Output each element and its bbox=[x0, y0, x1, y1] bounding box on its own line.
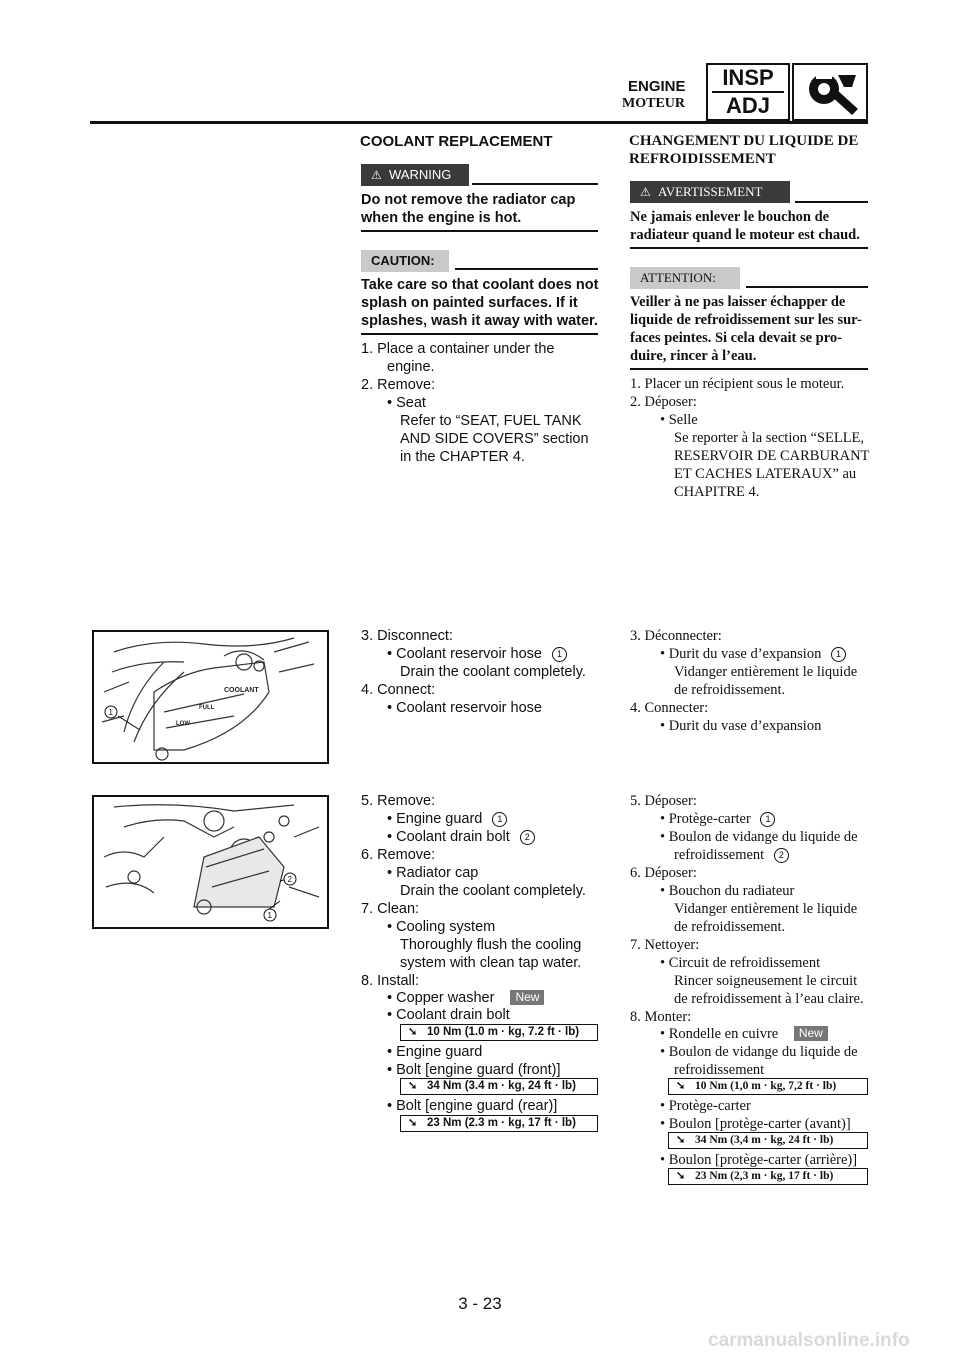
fr-step-3-note-1: Vidanger entièrement le liquide bbox=[674, 664, 858, 680]
torque-wrench-icon: ➘ bbox=[408, 1080, 418, 1092]
figure1-label-coolant: COOLANT bbox=[224, 687, 259, 694]
en-caution-label: CAUTION: bbox=[371, 253, 435, 268]
figure2-callout-1: 1 bbox=[267, 911, 272, 920]
en-step-4-item: • Coolant reservoir hose bbox=[387, 700, 542, 716]
fr-step-2-note-1: Se reporter à la section “SELLE, bbox=[674, 430, 865, 446]
fr-step-8-head: 8. Monter: bbox=[630, 1009, 692, 1025]
callout-1-icon: 1 bbox=[831, 647, 846, 662]
fr-caution-label: ATTENTION: bbox=[640, 270, 716, 285]
fr-step-6-item: • Bouchon du radiateur bbox=[660, 883, 795, 899]
fr-step-8-item-2: • Boulon de vidange du liquide de bbox=[660, 1044, 858, 1060]
engine-guard-illustration bbox=[94, 797, 327, 927]
fr-torque-box-1 bbox=[668, 1078, 868, 1095]
callout-2-icon: 2 bbox=[520, 830, 535, 845]
fr-step-2-note-4: CHAPITRE 4. bbox=[674, 484, 760, 500]
figure-coolant-reservoir bbox=[92, 630, 329, 764]
en-caution-text-1: Take care so that coolant does not bbox=[361, 277, 599, 293]
fr-step-7-note-2: de refroidissement à l’eau claire. bbox=[674, 991, 864, 1007]
en-step-3-item-text: • Coolant reservoir hose bbox=[387, 646, 542, 662]
en-step-5-item-1 bbox=[387, 810, 507, 828]
torque-wrench-icon: ➘ bbox=[676, 1170, 686, 1182]
fr-step-5-head: 5. Déposer: bbox=[630, 793, 697, 809]
en-step-2-note-2: AND SIDE COVERS” section bbox=[400, 431, 589, 447]
fr-step-8-item-5: • Boulon [protège-carter (arrière)] bbox=[660, 1152, 858, 1168]
torque-wrench-icon: ➘ bbox=[408, 1117, 418, 1129]
header-insp-adj-box bbox=[706, 63, 790, 121]
en-caution-rule-top bbox=[455, 268, 598, 270]
fr-warning-text-1: Ne jamais enlever le bouchon de bbox=[630, 209, 830, 225]
en-warning-text-2: when the engine is hot. bbox=[361, 210, 522, 226]
fr-torque-box-3 bbox=[668, 1168, 868, 1185]
torque-wrench-icon: ➘ bbox=[408, 1026, 418, 1038]
header-moteur-label: MOTEUR bbox=[622, 96, 685, 111]
figure1-callout-1: 1 bbox=[108, 708, 113, 717]
fr-caution-text-4: duire, rincer à l’eau. bbox=[630, 348, 757, 364]
en-step-1-line-1: 1. Place a container under the bbox=[361, 341, 555, 357]
page-number: 3 - 23 bbox=[458, 1294, 502, 1313]
fr-torque-3-value: 23 Nm (2,3 m · kg, 17 ft · lb) bbox=[695, 1170, 834, 1182]
en-step-6-head: 6. Remove: bbox=[361, 847, 436, 863]
en-caution-rule-bottom bbox=[361, 333, 598, 335]
fr-caution-badge bbox=[630, 267, 740, 289]
warning-triangle-icon: ⚠ bbox=[371, 168, 382, 182]
fr-section-title-1: CHANGEMENT DU LIQUIDE DE bbox=[629, 133, 859, 149]
fr-step-3-head: 3. Déconnecter: bbox=[630, 628, 722, 644]
en-caution-badge bbox=[361, 250, 449, 272]
fr-caution-text-3: faces peintes. Si cela devait se pro- bbox=[630, 330, 842, 346]
fr-caution-rule-bottom bbox=[630, 368, 868, 370]
en-step-2-note-1: Refer to “SEAT, FUEL TANK bbox=[400, 413, 582, 429]
fr-step-2-item: • Selle bbox=[660, 412, 698, 428]
header-rule bbox=[90, 121, 868, 124]
fr-step-4-head: 4. Connecter: bbox=[630, 700, 709, 716]
header-engine-label: ENGINE bbox=[628, 78, 686, 95]
en-step-5-item-2 bbox=[387, 828, 535, 846]
fr-step-6-note-2: de refroidissement. bbox=[674, 919, 786, 935]
fr-step-3-item-text: • Durit du vase d’expansion bbox=[660, 646, 822, 662]
en-torque-box-1 bbox=[400, 1024, 598, 1041]
en-torque-1-value: 10 Nm (1.0 m · kg, 7.2 ft · lb) bbox=[427, 1026, 580, 1038]
fr-caution-text-2: liquide de refroidissement sur les sur- bbox=[630, 312, 862, 328]
callout-1-icon: 1 bbox=[760, 812, 775, 827]
fr-warning-text-2: radiateur quand le moteur est chaud. bbox=[630, 227, 860, 243]
en-step-7-item: • Cooling system bbox=[387, 919, 496, 935]
en-caution-text-2: splash on painted surfaces. If it bbox=[361, 295, 578, 311]
fr-warning-rule-bottom bbox=[630, 247, 868, 249]
coolant-reservoir-illustration bbox=[94, 632, 327, 762]
en-torque-3-value: 23 Nm (2.3 m · kg, 17 ft · lb) bbox=[427, 1117, 576, 1129]
fr-step-7-note-1: Rincer soigneusement le circuit bbox=[674, 973, 858, 989]
watermark: carmanualsonline.info bbox=[708, 1330, 910, 1351]
en-step-5-item-1-text: • Engine guard bbox=[387, 811, 483, 827]
fr-step-5-item-1-text: • Protège-carter bbox=[660, 811, 751, 827]
figure-engine-guard bbox=[92, 795, 329, 929]
fr-step-2-note-2: RESERVOIR DE CARBURANT bbox=[674, 448, 870, 464]
en-step-8-item-2: • Coolant drain bolt bbox=[387, 1007, 510, 1023]
en-step-8-item-4: • Bolt [engine guard (front)] bbox=[387, 1062, 561, 1078]
en-step-3-head: 3. Disconnect: bbox=[361, 628, 453, 644]
en-step-3-item bbox=[387, 645, 567, 663]
torque-wrench-icon: ➘ bbox=[676, 1134, 686, 1146]
fr-step-8-item-1 bbox=[660, 1025, 828, 1043]
callout-1-icon: 1 bbox=[492, 812, 507, 827]
fr-step-3-note-2: de refroidissement. bbox=[674, 682, 786, 698]
fr-step-8-item-3: • Protège-carter bbox=[660, 1098, 751, 1114]
fr-caution-rule-top bbox=[746, 286, 868, 288]
figure1-label-low: LOW bbox=[176, 721, 190, 727]
en-torque-box-3 bbox=[400, 1115, 598, 1132]
fr-step-5-item-1 bbox=[660, 810, 775, 828]
fr-torque-box-2 bbox=[668, 1132, 868, 1149]
fr-step-7-head: 7. Nettoyer: bbox=[630, 937, 700, 953]
en-step-7-note-1: Thoroughly flush the cooling bbox=[400, 937, 582, 953]
en-step-8-item-5: • Bolt [engine guard (rear)] bbox=[387, 1098, 558, 1114]
torque-wrench-icon: ➘ bbox=[676, 1080, 686, 1092]
fr-warning-label: AVERTISSEMENT bbox=[658, 184, 763, 199]
en-step-8-item-3: • Engine guard bbox=[387, 1044, 483, 1060]
new-part-badge: New bbox=[510, 990, 544, 1005]
fr-step-5-item-2: • Boulon de vidange du liquide de bbox=[660, 829, 858, 845]
en-step-5-item-2-text: • Coolant drain bolt bbox=[387, 829, 510, 845]
en-step-6-note: Drain the coolant completely. bbox=[400, 883, 586, 899]
fr-step-3-item bbox=[660, 645, 846, 663]
en-torque-box-2 bbox=[400, 1078, 598, 1095]
fr-torque-1-value: 10 Nm (1,0 m · kg, 7,2 ft · lb) bbox=[695, 1080, 837, 1092]
en-step-2-note-3: in the CHAPTER 4. bbox=[400, 449, 525, 465]
en-torque-2-value: 34 Nm (3.4 m · kg, 24 ft · lb) bbox=[427, 1080, 576, 1092]
en-step-6-item: • Radiator cap bbox=[387, 865, 479, 881]
fr-step-4-item: • Durit du vase d’expansion bbox=[660, 718, 822, 734]
en-step-7-head: 7. Clean: bbox=[361, 901, 420, 917]
fr-torque-2-value: 34 Nm (3,4 m · kg, 24 ft · lb) bbox=[695, 1134, 834, 1146]
fr-step-7-item: • Circuit de refroidissement bbox=[660, 955, 821, 971]
warning-triangle-icon: ⚠ bbox=[640, 185, 651, 199]
fr-step-2-note-3: ET CACHES LATERAUX” au bbox=[674, 466, 857, 482]
en-warning-label: WARNING bbox=[389, 167, 452, 182]
fr-warning-rule-top bbox=[795, 201, 868, 203]
en-warning-rule-top bbox=[472, 183, 598, 185]
en-step-8-item-1-text: • Copper washer bbox=[387, 990, 495, 1006]
fr-warning-badge bbox=[630, 181, 790, 203]
fr-step-6-head: 6. Déposer: bbox=[630, 865, 697, 881]
fr-step-8-item-1-text: • Rondelle en cuivre bbox=[660, 1026, 779, 1042]
header-insp: INSP bbox=[712, 65, 784, 93]
fr-step-1: 1. Placer un récipient sous le moteur. bbox=[630, 376, 845, 392]
en-step-4-head: 4. Connect: bbox=[361, 682, 436, 698]
en-section-title: COOLANT REPLACEMENT bbox=[360, 133, 553, 150]
fr-step-2-head: 2. Déposer: bbox=[630, 394, 697, 410]
figure2-callout-2: 2 bbox=[287, 875, 292, 884]
fr-step-6-note-1: Vidanger entièrement le liquide bbox=[674, 901, 858, 917]
en-warning-badge bbox=[361, 164, 469, 186]
new-part-badge: New bbox=[794, 1026, 828, 1041]
fr-section-title-2: REFROIDISSEMENT bbox=[629, 151, 776, 167]
fr-caution-text-1: Veiller à ne pas laisser échapper de bbox=[630, 294, 846, 310]
header-adj: ADJ bbox=[725, 93, 770, 118]
callout-2-icon: 2 bbox=[774, 848, 789, 863]
en-warning-rule-bottom bbox=[361, 230, 598, 232]
en-caution-text-3: splashes, wash it away with water. bbox=[361, 313, 598, 329]
en-step-2-item: • Seat bbox=[387, 395, 426, 411]
fr-step-8-item-2b: refroidissement bbox=[674, 1062, 765, 1078]
en-step-8-item-1 bbox=[387, 989, 544, 1007]
en-step-2-head: 2. Remove: bbox=[361, 377, 436, 393]
figure1-label-full: FULL bbox=[199, 705, 215, 711]
en-step-5-head: 5. Remove: bbox=[361, 793, 436, 809]
wrench-icon bbox=[792, 63, 868, 121]
fr-step-5-item-2b bbox=[674, 846, 789, 864]
en-step-3-note: Drain the coolant completely. bbox=[400, 664, 586, 680]
en-step-7-note-2: system with clean tap water. bbox=[400, 955, 582, 971]
en-step-1-line-2: engine. bbox=[387, 359, 435, 375]
fr-step-5-item-2b-text: refroidissement bbox=[674, 847, 765, 863]
en-warning-text-1: Do not remove the radiator cap bbox=[361, 192, 576, 208]
fr-step-8-item-4: • Boulon [protège-carter (avant)] bbox=[660, 1116, 851, 1132]
callout-1-icon: 1 bbox=[552, 647, 567, 662]
en-step-8-head: 8. Install: bbox=[361, 973, 420, 989]
